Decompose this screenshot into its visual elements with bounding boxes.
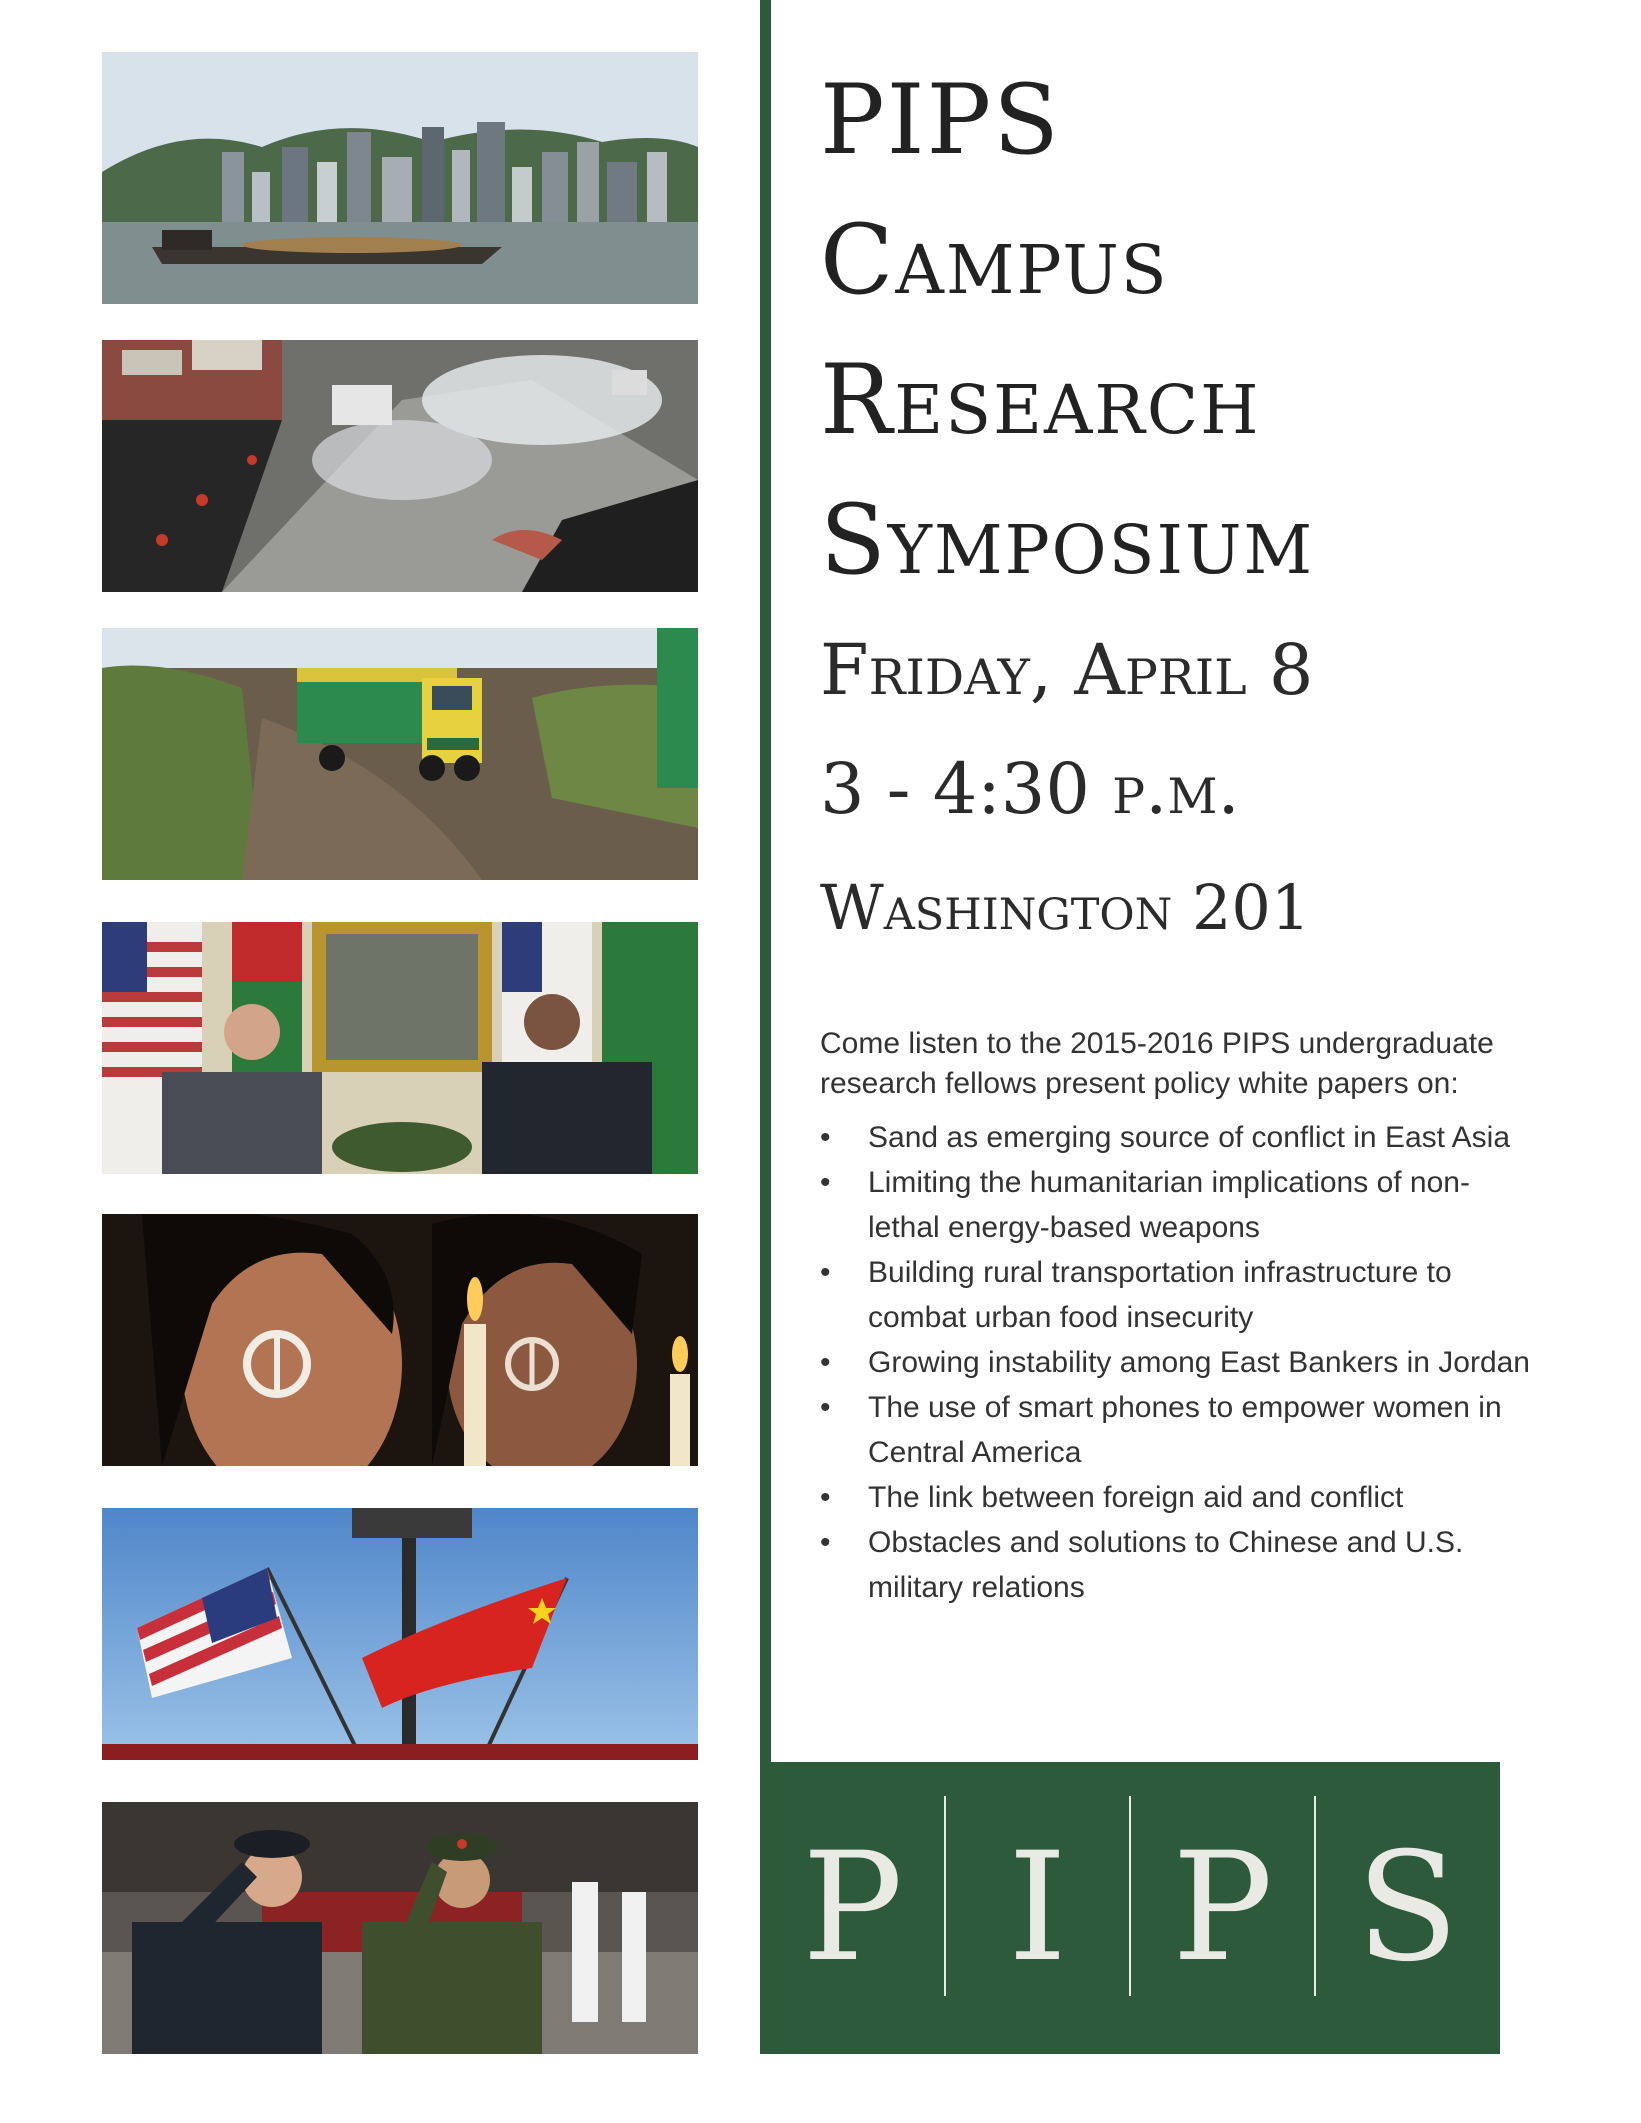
pips-logo <box>760 1762 1500 2054</box>
title-line-research: Research <box>820 344 1261 456</box>
logo-divider <box>1129 1796 1131 1996</box>
photo-us-china-flags <box>102 1508 698 1760</box>
topic-list <box>820 1115 1530 1610</box>
topic-item: • Obstacles and solutions to Chinese and U.S. military relations <box>820 1520 1530 1610</box>
title-line-campus: Campus <box>820 204 1169 316</box>
event-time: 3 - 4:30 p.m. <box>820 748 1240 830</box>
topic-item: • Sand as emerging source of conflict in East Asia <box>820 1115 1530 1160</box>
photo-leaders-meeting <box>102 922 698 1174</box>
logo-letter: P <box>802 1821 903 1995</box>
green-divider-rule <box>760 0 771 1768</box>
logo-letter: P <box>1172 1821 1273 1995</box>
topic-item: • Building rural transportation infrastructure to combat urban food insecurity <box>820 1250 1530 1340</box>
photo-hong-kong-skyline <box>102 52 698 304</box>
photo-women-candles <box>102 1214 698 1466</box>
page-title <box>820 50 1314 610</box>
logo-letter: S <box>1356 1821 1459 1995</box>
event-venue: Washington 201 <box>820 871 1311 944</box>
photo-generals-saluting <box>102 1802 698 2054</box>
intro-text: Come listen to the 2015-2016 PIPS undergraduate research fellows present policy white papers on: <box>820 1027 1494 1100</box>
event-date: Friday, April 8 <box>820 629 1314 711</box>
photo-street-protest <box>102 340 698 592</box>
logo-letter: I <box>1007 1821 1068 1995</box>
topic-item: • The link between foreign aid and conflict <box>820 1475 1530 1520</box>
logo-divider <box>944 1796 946 1996</box>
topic-item: • Limiting the humanitarian implications of non-lethal energy-based weapons <box>820 1160 1530 1250</box>
logo-divider <box>1314 1796 1316 1996</box>
title-line-pips: PIPS <box>820 64 1061 176</box>
title-line-symposium: Symposium <box>820 484 1315 596</box>
topic-item: • The use of smart phones to empower women in Central America <box>820 1385 1530 1475</box>
topic-item: • Growing instability among East Bankers in Jordan <box>820 1340 1530 1385</box>
photo-truck-muddy-road <box>102 628 698 880</box>
